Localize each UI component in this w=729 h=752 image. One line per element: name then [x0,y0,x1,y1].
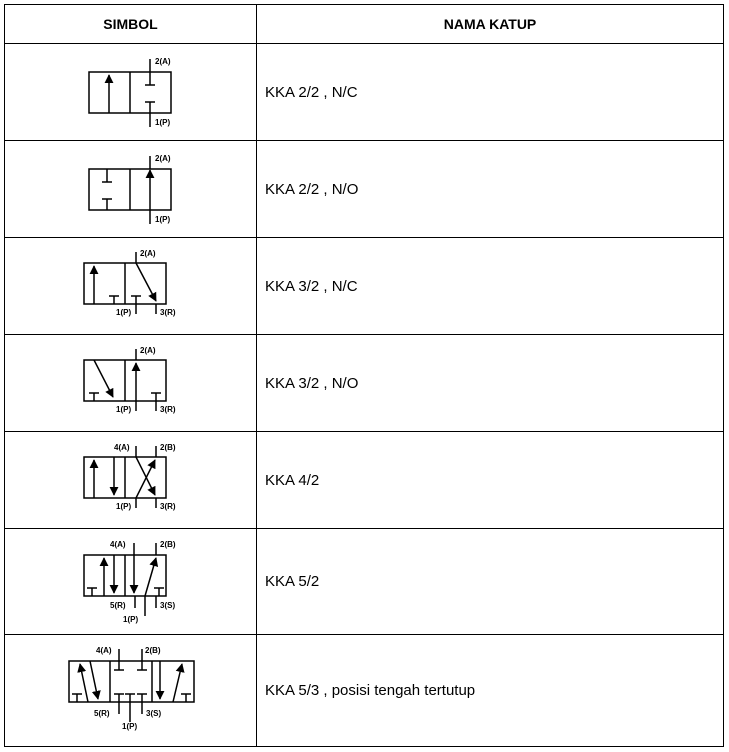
port-b-label: 2(B) [144,645,161,655]
table-row [5,141,724,238]
table-row [5,44,724,141]
valve-3-2-nc-diagram [6,239,256,334]
valve-5-3-diagram [6,636,256,746]
valve-symbol-3-2-no [5,335,257,432]
name-header: NAMA KATUP [257,5,724,44]
port-s-label: 3(S) [145,708,161,718]
port-a-label: 2(A) [139,345,156,355]
table-row [5,238,724,335]
valve-name: KKA 3/2 , N/C [257,238,724,335]
valve-4-2-diagram [6,433,256,528]
port-s-label: 3(S) [159,600,175,610]
valve-symbol-2-2-no [5,141,257,238]
symbol-header: SIMBOL [5,5,257,44]
port-r-label: 5(R) [93,708,110,718]
port-a-label: 2(A) [154,56,171,66]
port-r-label: 3(R) [159,501,176,511]
port-p-label: 1(P) [121,721,137,731]
valve-symbol-4-2 [5,432,257,529]
port-b-label: 2(B) [159,539,176,549]
valve-name: KKA 5/3 , posisi tengah tertutup [257,635,724,747]
valve-symbol-2-2-nc [5,44,257,141]
valve-symbol-3-2-nc [5,238,257,335]
valve-2-2-nc-diagram [6,45,256,140]
header-row [5,5,724,44]
port-a-label: 4(A) [109,539,126,549]
port-a-label: 2(A) [154,153,171,163]
table-row [5,432,724,529]
valve-name: KKA 2/2 , N/C [257,44,724,141]
port-p-label: 1(P) [154,214,170,224]
port-b-label: 2(B) [159,442,176,452]
valve-symbol-5-2 [5,529,257,635]
valve-5-2-diagram [6,530,256,634]
valve-name: KKA 4/2 [257,432,724,529]
valve-3-2-no-diagram [6,336,256,431]
port-p-label: 1(P) [115,307,131,317]
valve-2-2-no-diagram [6,142,256,237]
port-a-label: 4(A) [95,645,112,655]
port-r-label: 5(R) [109,600,126,610]
port-p-label: 1(P) [115,501,131,511]
port-r-label: 3(R) [159,404,176,414]
valve-name: KKA 3/2 , N/O [257,335,724,432]
port-p-label: 1(P) [154,117,170,127]
port-r-label: 3(R) [159,307,176,317]
table-row [5,335,724,432]
valve-name: KKA 5/2 [257,529,724,635]
valve-table [4,4,724,747]
table-row [5,529,724,635]
port-a-label: 4(A) [113,442,130,452]
port-a-label: 2(A) [139,248,156,258]
port-p-label: 1(P) [122,614,138,624]
table-row [5,635,724,747]
valve-name: KKA 2/2 , N/O [257,141,724,238]
port-p-label: 1(P) [115,404,131,414]
valve-symbol-5-3 [5,635,257,747]
